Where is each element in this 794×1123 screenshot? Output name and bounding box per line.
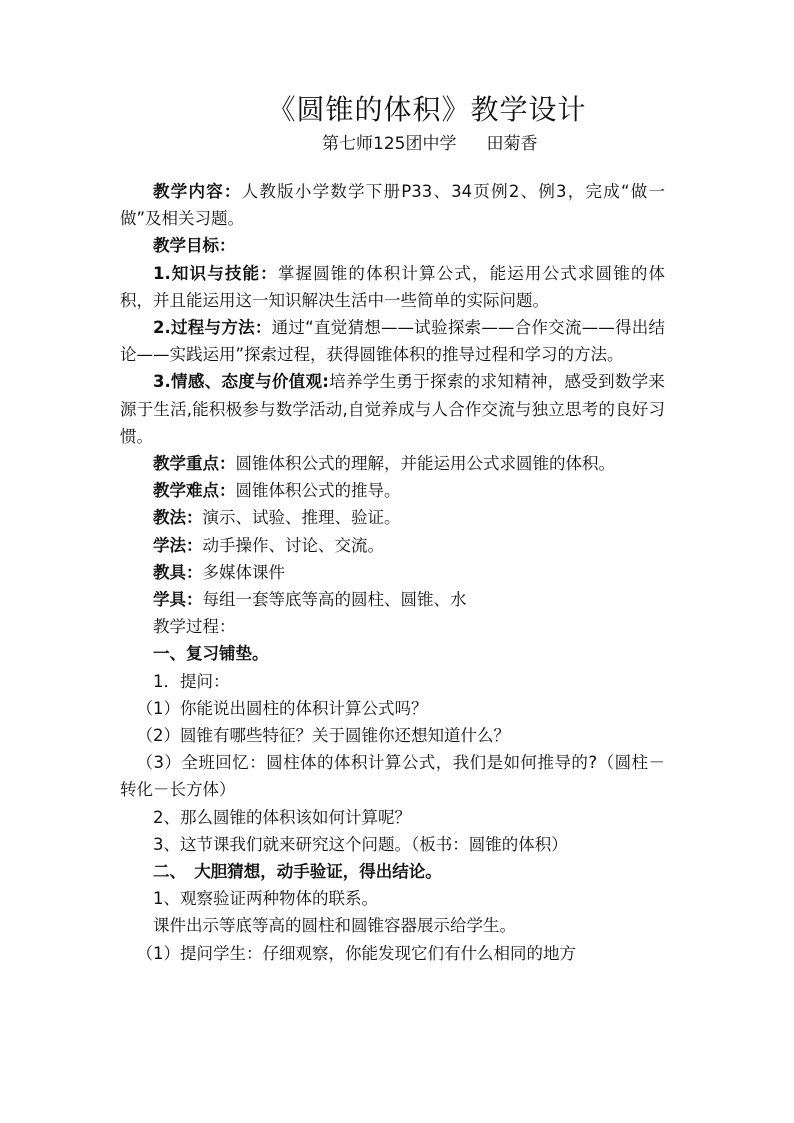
heading-section-2 — [120, 858, 665, 885]
paragraph-s2-2: 课件出示等底等高的圆柱和圆锥容器展示给学生。 — [153, 916, 516, 936]
text-teaching-tools: 多媒体课件 — [202, 562, 285, 582]
paragraph-q1: 1．提问： — [153, 671, 230, 691]
label-teaching-tools: 教具： — [153, 562, 203, 582]
label-objective-2: 2.过程与方法： — [153, 318, 272, 338]
label-objectives: 教学目标： — [153, 236, 236, 256]
document-title: 《圆锥的体积》教学设计 — [267, 93, 587, 126]
paragraph-q1-3: （3）全班回忆：圆柱体的体积计算公式，我们是如何推导的?（圆柱－转化－长方体） — [120, 753, 665, 800]
paragraph-objective-3 — [120, 368, 665, 450]
paragraph-study-method — [120, 532, 665, 559]
label-difficulty: 教学难点： — [153, 481, 236, 501]
paragraph-q3: 3、这节课我们就来研究这个问题。（板书：圆锥的体积） — [153, 834, 568, 854]
text-objective-1: 掌握圆锥的体积计算公式，能运用公式求圆锥的体积，并且能运用这一知识解决生活中一些简单的实际问题。 — [120, 263, 666, 310]
text-study-method: 动手操作、讨论、交流。 — [202, 535, 384, 555]
text-student-tools: 每组一套等底等高的圆柱、圆锥、水 — [202, 590, 467, 610]
heading-section-1 — [120, 640, 665, 667]
paragraph-objectives — [120, 232, 665, 259]
label-student-tools: 学具： — [153, 590, 203, 610]
text-teaching-method: 演示、试验、推理、验证。 — [202, 508, 401, 528]
label-teaching-content: 教学内容： — [153, 182, 242, 201]
paragraph-teaching-content — [120, 178, 665, 232]
text-section-2: 二、 大胆猜想，动手验证，得出结论。 — [153, 862, 442, 882]
paragraph-student-tools — [120, 586, 665, 613]
text-key-point: 圆锥体积公式的理解，并能运用公式求圆锥的体积。 — [235, 454, 615, 474]
paragraph-q2: 2、那么圆锥的体积该如何计算呢？ — [153, 807, 411, 827]
paragraph-q1-1: （1）你能说出圆柱的体积计算公式吗？ — [136, 698, 428, 718]
label-objective-1: 1.知识与技能： — [153, 263, 278, 283]
paragraph-q1-2: （2）圆锥有哪些特征？关于圆锥你还想知道什么？ — [136, 726, 510, 746]
paragraph-s2-3: （1）提问学生：仔细观察，你能发现它们有什么相同的地方 — [136, 943, 576, 963]
paragraph-key-point — [120, 450, 665, 477]
paragraph-s2-1: 1、观察验证两种物体的联系。 — [153, 889, 378, 909]
document-subtitle — [322, 129, 537, 154]
text-difficulty: 圆锥体积公式的推导。 — [235, 481, 401, 501]
label-key-point: 教学重点： — [153, 454, 236, 474]
text-section-1: 一、复习铺垫。 — [153, 644, 269, 664]
paragraph-teaching-method — [120, 504, 665, 531]
paragraph-process: 教学过程： — [153, 617, 236, 637]
document-body — [120, 178, 665, 967]
label-objective-3: 3.情感、态度与价值观: — [153, 372, 329, 392]
label-study-method: 学法： — [153, 535, 203, 555]
text-objective-3: 培养学生勇于探索的求知精神，感受到数学来源于生活,能积极参与数学活动,自觉养成与人合作交流与独立思考的良好习惯。 — [120, 372, 665, 446]
paragraph-objective-1 — [120, 260, 665, 314]
school-name: 第七师125团中学 — [322, 134, 457, 154]
text-teaching-content: 人教版小学数学下册P33、34页例2、例3，完成“做一做”及相关习题。 — [120, 182, 665, 229]
paragraph-objective-2 — [120, 314, 665, 368]
author-name: 田菊香 — [486, 134, 538, 154]
paragraph-difficulty — [120, 477, 665, 504]
label-teaching-method: 教法： — [153, 508, 203, 528]
text-objective-2: 通过“直觉猜想——试验探索——合作交流——得出结论——实践运用”探索过程，获得圆锥体积的推导过程和学习的方法。 — [120, 318, 665, 365]
paragraph-teaching-tools — [120, 559, 665, 586]
